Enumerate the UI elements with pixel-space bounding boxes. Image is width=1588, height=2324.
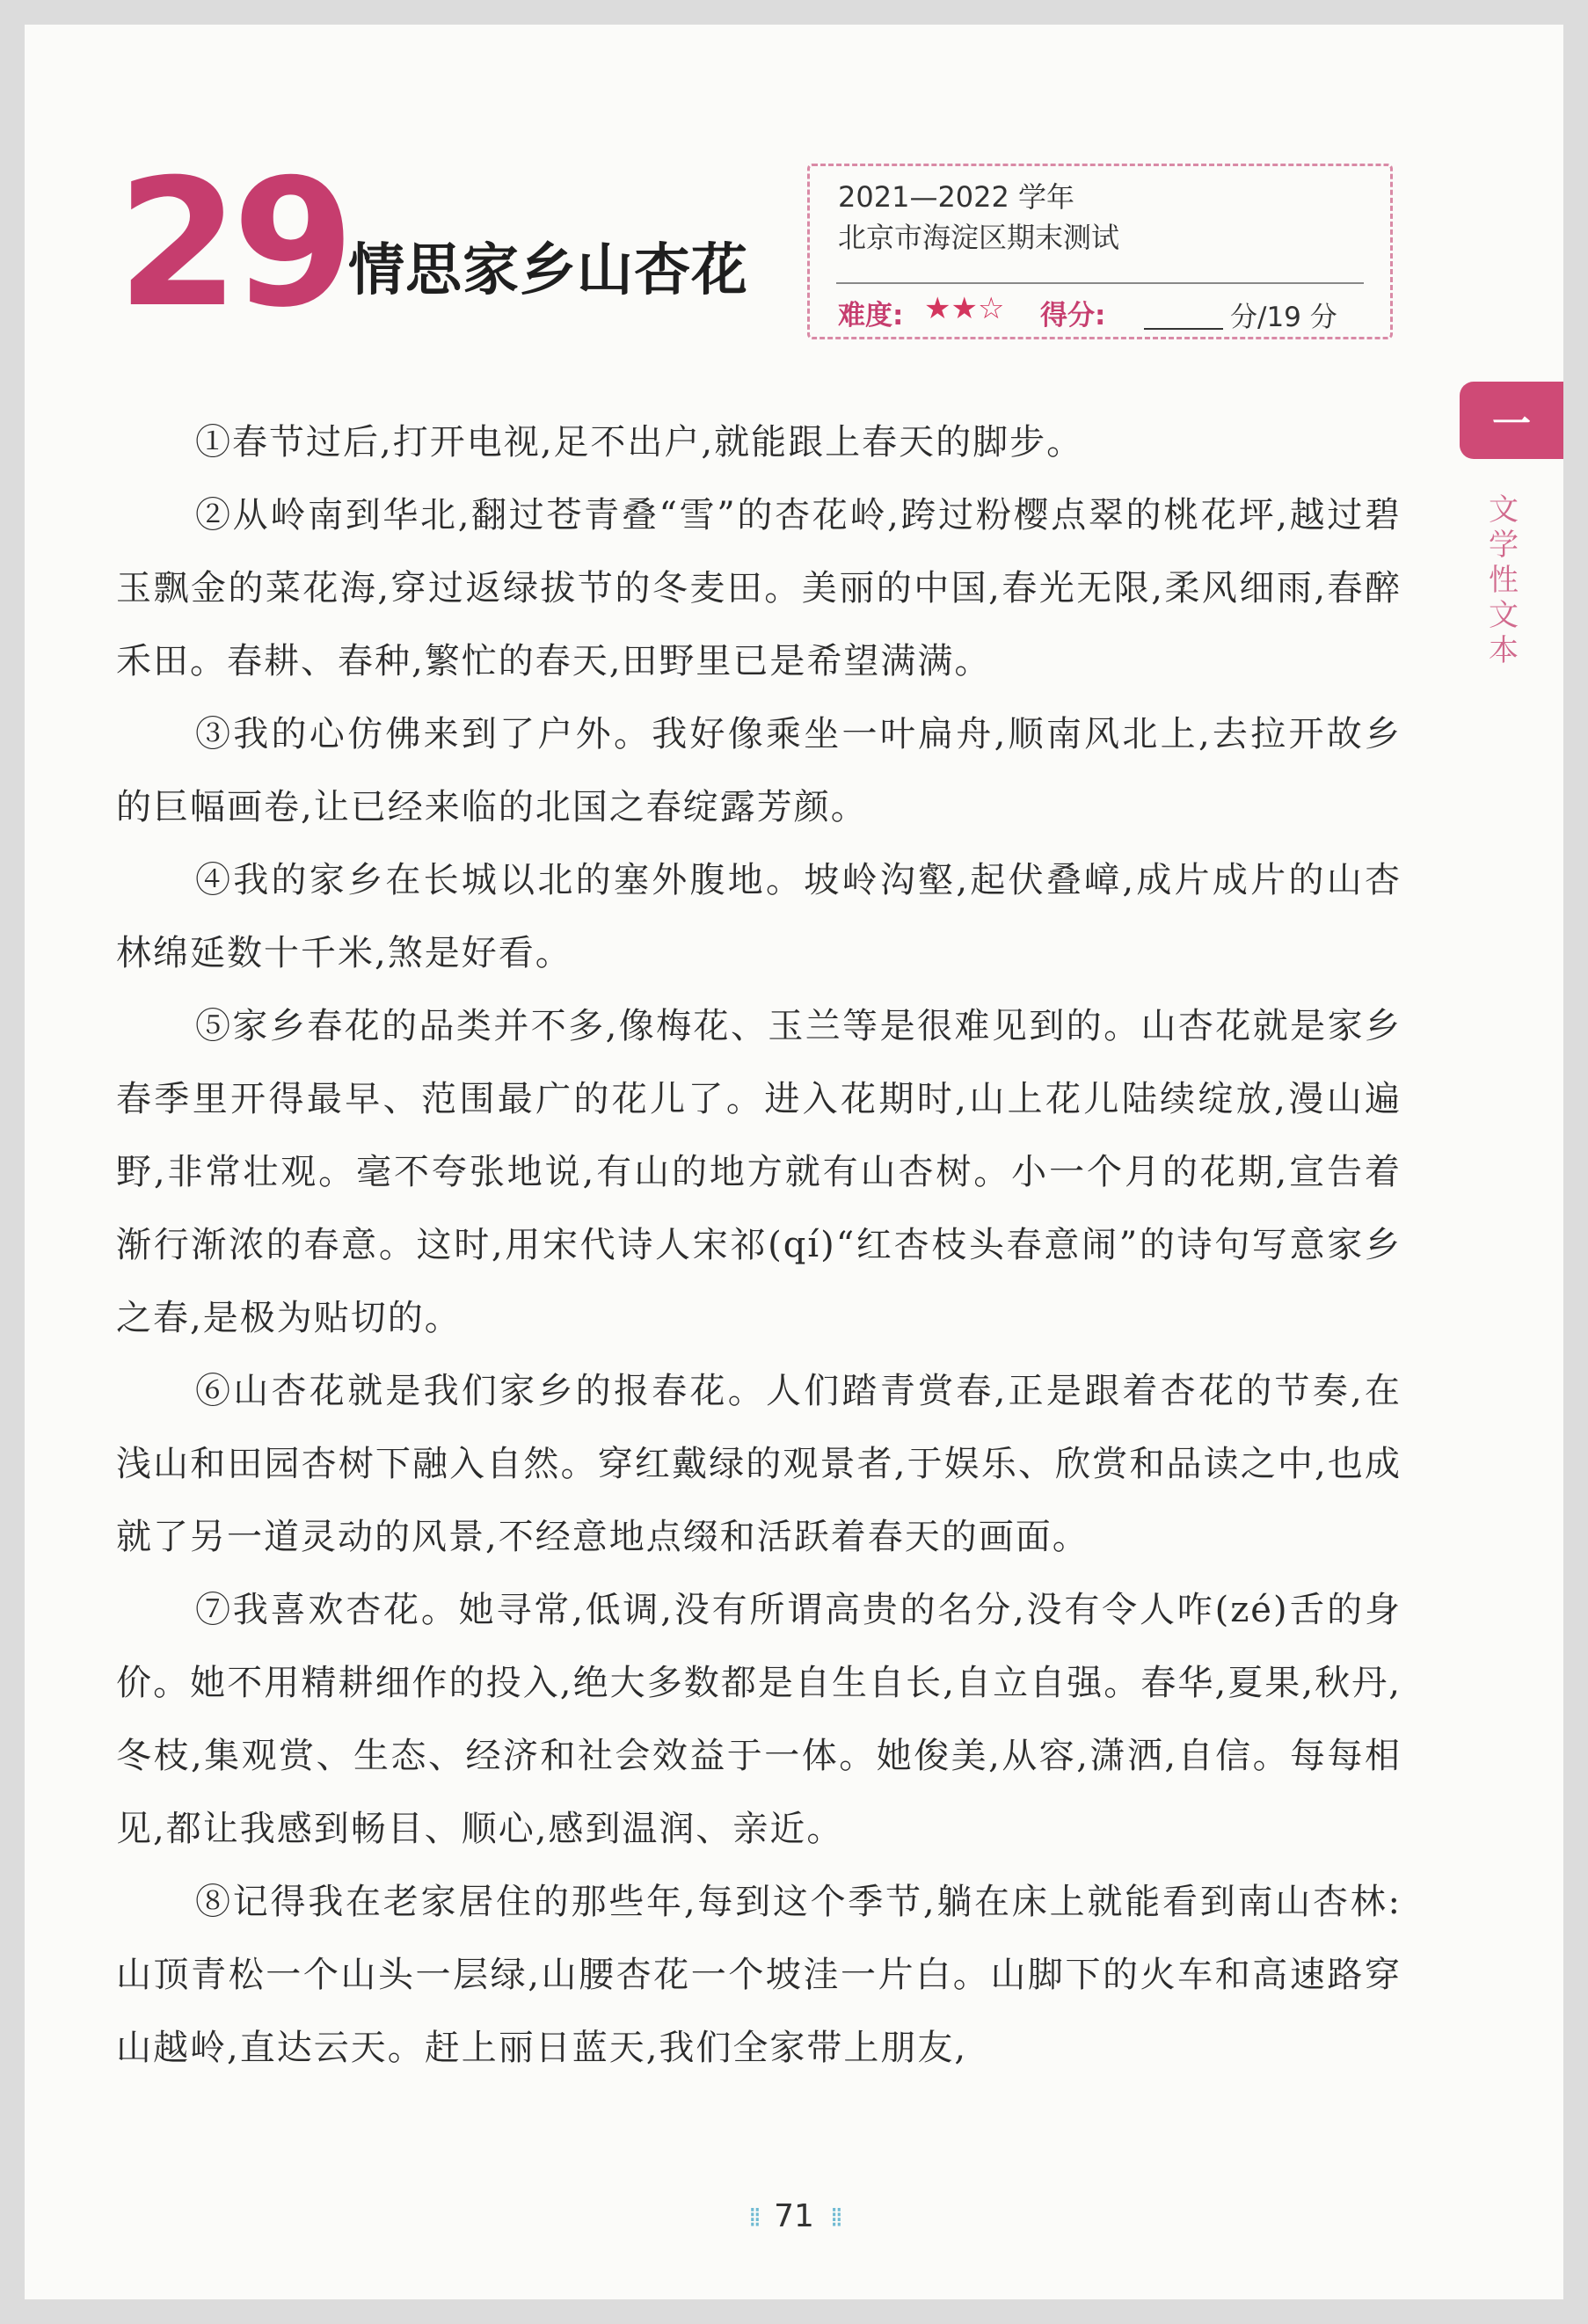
difficulty-label: 难度:: [838, 300, 904, 331]
paragraph-1: ①春节过后,打开电视,足不出户,就能跟上春天的脚步。: [195, 422, 1084, 463]
info-divider: [836, 282, 1364, 284]
page-number: 71: [774, 2198, 814, 2234]
score-blank: [1144, 328, 1223, 330]
lesson-number: 29: [117, 142, 348, 346]
exam-year: 2021—2022 学年: [838, 180, 1075, 214]
score-total: 分/19 分: [1230, 302, 1337, 333]
section-tab: 一: [1460, 382, 1563, 459]
article-body: [116, 406, 1402, 2085]
paragraph-7: ⑦我喜欢杏花。她寻常,低调,没有所谓高贵的名分,没有令人咋(zé)舌的身价。她不用精耕细作的投入,绝大多数都是自生自长,自立自强。春华,夏果,秋丹,冬枝,集观赏、生态、经济和社会效益于一体。她俊美,从容,潇洒,自信。每每相见,都让我感到畅目、顺心,感到温润、亲近。: [116, 1590, 1402, 1849]
left-dots-icon: ⁞⁞: [748, 2203, 759, 2233]
star-empty-icon: ☆: [977, 291, 1005, 326]
paragraph-8: ⑧记得我在老家居住的那些年,每到这个季节,躺在床上就能看到南山杏林:山顶青松一个山头一层绿,山腰杏花一个坡洼一片白。山脚下的火车和高速路穿山越岭,直达云天。赶上丽日蓝天,我们全家带上朋友,: [116, 1882, 1402, 2068]
exam-name: 北京市海淀区期末测试: [838, 221, 1120, 254]
paragraph-4: ④我的家乡在长城以北的塞外腹地。坡岭沟壑,起伏叠嶂,成片成片的山杏林绵延数十千米,煞是好看。: [116, 860, 1402, 973]
star-filled-icon: ★: [924, 291, 951, 326]
score-label: 得分:: [1040, 300, 1106, 331]
paragraph-5: ⑤家乡春花的品类并不多,像梅花、玉兰等是很难见到的。山杏花就是家乡春季里开得最早、范围最广的花儿了。进入花期时,山上花儿陆续绽放,漫山遍野,非常壮观。毫不夸张地说,有山的地方就有山杏树。小一个月的花期,宣告着渐行渐浓的春意。这时,用宋代诗人宋祁(qí)“红杏枝头春意闹”的诗句写意家乡之春,是极为贴切的。: [116, 1006, 1402, 1338]
page-number-footer: [25, 2198, 1563, 2234]
right-dots-icon: ⁞⁞: [829, 2203, 840, 2233]
lesson-title: 情思家乡山杏花: [348, 238, 748, 303]
paragraph-6: ⑥山杏花就是我们家乡的报春花。人们踏青赏春,正是跟着杏花的节奏,在浅山和田园杏树下融入自然。穿红戴绿的观景者,于娱乐、欣赏和品读之中,也成就了另一道灵动的风景,不经意地点缀和活跃着春天的画面。: [116, 1371, 1402, 1557]
paragraph-3: ③我的心仿佛来到了户外。我好像乘坐一叶扁舟,顺南风北上,去拉开故乡的巨幅画卷,让已经来临的北国之春绽露芳颜。: [116, 714, 1402, 827]
difficulty-stars: [924, 291, 1004, 326]
paragraph-2: ②从岭南到华北,翻过苍青叠“雪”的杏花岭,跨过粉樱点翠的桃花坪,越过碧玉飘金的菜花海,穿过返绿拔节的冬麦田。美丽的中国,春光无限,柔风细雨,春醉禾田。春耕、春种,繁忙的春天,田野里已是希望满满。: [116, 495, 1402, 681]
star-filled-icon: ★: [951, 291, 978, 326]
page: [25, 25, 1563, 2299]
section-category: 文学性文本: [1489, 492, 1519, 668]
exam-info-box: [807, 164, 1393, 339]
